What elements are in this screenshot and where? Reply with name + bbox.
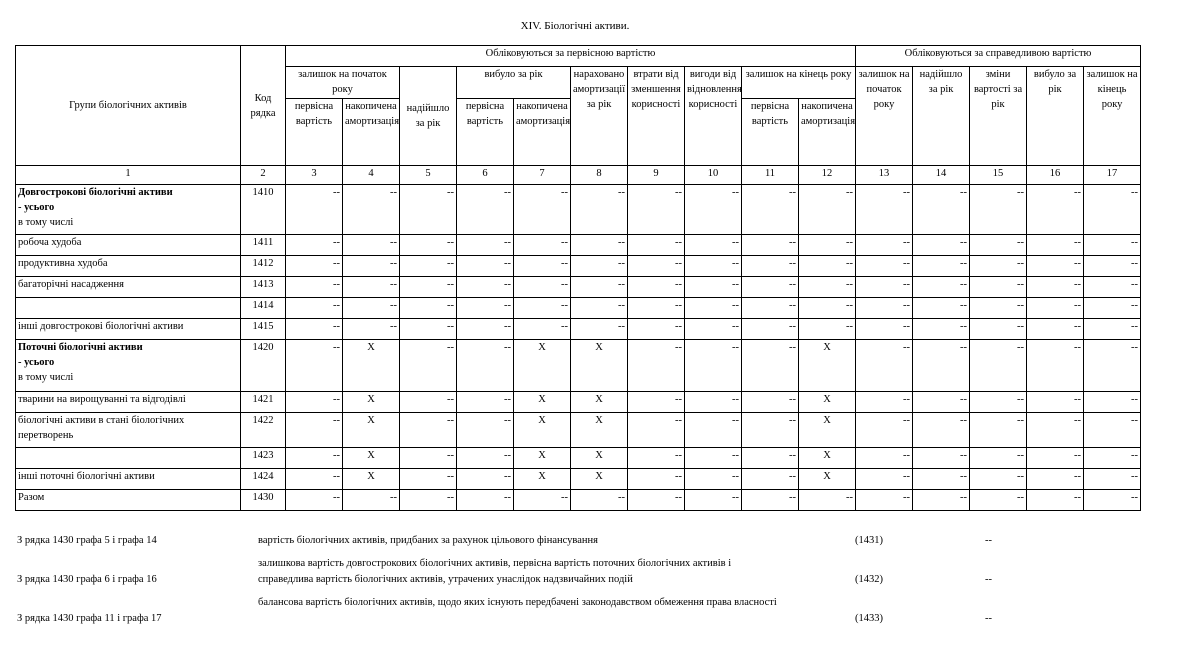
- header-fv-balance-start: залишок на початок року: [856, 67, 913, 166]
- column-number: 8: [571, 166, 628, 185]
- row-name-bold: Поточні біологічні активи: [18, 342, 143, 353]
- table-row: [16, 319, 1141, 340]
- cell-value: --: [685, 319, 742, 340]
- column-number: 4: [343, 166, 400, 185]
- cell-value: --: [343, 298, 400, 319]
- cell-value: --: [913, 413, 970, 448]
- cell-value: --: [742, 413, 799, 448]
- cell-value: --: [856, 235, 913, 256]
- cell-value: --: [343, 256, 400, 277]
- cell-value: --: [1027, 319, 1084, 340]
- cell-value: --: [457, 340, 514, 392]
- header-accum-amortization: накопичена амортизація: [514, 99, 571, 166]
- cell-value: --: [1027, 298, 1084, 319]
- cell-value: --: [1027, 448, 1084, 469]
- row-name: [16, 185, 241, 235]
- table-row: [16, 340, 1141, 392]
- table-row: [16, 490, 1141, 511]
- cell-value: --: [1084, 448, 1141, 469]
- cell-value: --: [799, 298, 856, 319]
- row-code: 1420: [241, 340, 286, 392]
- cell-value: --: [742, 448, 799, 469]
- footnote-value: --: [985, 613, 992, 624]
- column-number: 10: [685, 166, 742, 185]
- cell-value: --: [400, 298, 457, 319]
- cell-value: --: [400, 235, 457, 256]
- cell-value: --: [742, 298, 799, 319]
- row-code: 1423: [241, 448, 286, 469]
- cell-value: --: [970, 413, 1027, 448]
- cell-value: --: [1084, 392, 1141, 413]
- cell-value: --: [286, 256, 343, 277]
- cell-value: --: [628, 392, 685, 413]
- table-row: [16, 277, 1141, 298]
- cell-value: --: [514, 319, 571, 340]
- cell-value: --: [970, 490, 1027, 511]
- header-fv-balance-end: залишок на кінець року: [1084, 67, 1141, 166]
- cell-value: --: [913, 392, 970, 413]
- cell-value: --: [799, 319, 856, 340]
- cell-value: --: [685, 298, 742, 319]
- cell-value: --: [1027, 340, 1084, 392]
- cell-value: --: [685, 448, 742, 469]
- row-name: біологічні активи в стані біологічних перетворень: [16, 413, 241, 448]
- table-row: [16, 392, 1141, 413]
- table-row: [16, 469, 1141, 490]
- cell-value: --: [457, 319, 514, 340]
- cell-value: --: [628, 413, 685, 448]
- header-fv-disposed: вибуло за рік: [1027, 67, 1084, 166]
- cell-value: --: [1027, 413, 1084, 448]
- cell-value: --: [742, 319, 799, 340]
- footnote-ref: З рядка 1430 графа 11 і графа 17: [17, 613, 162, 624]
- cell-value: --: [742, 235, 799, 256]
- cell-value: --: [970, 277, 1027, 298]
- footnote-ref: З рядка 1430 графа 5 і графа 14: [17, 535, 157, 546]
- footnote-text: балансова вартість біологічних активів, щодо яких існують передбачені законодавством обмеження права власності: [258, 597, 777, 608]
- cell-value: X: [799, 469, 856, 490]
- cell-value: --: [1084, 490, 1141, 511]
- cell-value: --: [742, 277, 799, 298]
- cell-value: --: [970, 469, 1027, 490]
- cell-value: --: [913, 469, 970, 490]
- cell-value: --: [514, 185, 571, 235]
- cell-value: X: [799, 448, 856, 469]
- cell-value: --: [514, 235, 571, 256]
- cell-value: --: [856, 392, 913, 413]
- row-code: 1413: [241, 277, 286, 298]
- row-name: Разом: [16, 490, 241, 511]
- cell-value: --: [400, 319, 457, 340]
- row-name: робоча худоба: [16, 235, 241, 256]
- row-name-total: - усього: [18, 202, 55, 213]
- cell-value: --: [1027, 235, 1084, 256]
- cell-value: --: [286, 469, 343, 490]
- footnote-text: вартість біологічних активів, придбаних за рахунок цільового фінансування: [258, 535, 598, 546]
- column-number: 9: [628, 166, 685, 185]
- column-number: 15: [970, 166, 1027, 185]
- cell-value: X: [514, 469, 571, 490]
- cell-value: --: [1027, 185, 1084, 235]
- header-balance-end: залишок на кінець року: [742, 67, 856, 99]
- cell-value: --: [856, 319, 913, 340]
- cell-value: X: [571, 392, 628, 413]
- cell-value: --: [457, 490, 514, 511]
- column-number: 14: [913, 166, 970, 185]
- cell-value: --: [685, 256, 742, 277]
- cell-value: --: [286, 319, 343, 340]
- cell-value: --: [913, 319, 970, 340]
- column-number: 16: [1027, 166, 1084, 185]
- header-impairment-recovery: вигоди від відновлення корисності: [685, 67, 742, 166]
- cell-value: --: [856, 490, 913, 511]
- header-balance-start: залишок на початок року: [286, 67, 400, 99]
- footnote-code: (1433): [855, 613, 883, 624]
- cell-value: --: [685, 413, 742, 448]
- header-accum-amortization: накопичена амортизація: [799, 99, 856, 166]
- cell-value: --: [913, 448, 970, 469]
- cell-value: X: [514, 448, 571, 469]
- cell-value: --: [628, 319, 685, 340]
- column-number: 13: [856, 166, 913, 185]
- cell-value: --: [343, 490, 400, 511]
- cell-value: --: [685, 235, 742, 256]
- row-name: [16, 340, 241, 392]
- row-name-bold: Довгострокові біологічні активи: [18, 187, 173, 198]
- cell-value: --: [457, 235, 514, 256]
- cell-value: --: [799, 490, 856, 511]
- cell-value: --: [856, 256, 913, 277]
- table-row: [16, 448, 1141, 469]
- cell-value: --: [286, 298, 343, 319]
- table-row: [16, 256, 1141, 277]
- column-number: 7: [514, 166, 571, 185]
- row-code: 1410: [241, 185, 286, 235]
- cell-value: --: [742, 256, 799, 277]
- cell-value: --: [685, 185, 742, 235]
- cell-value: --: [685, 340, 742, 392]
- row-code: 1415: [241, 319, 286, 340]
- table-row: [16, 185, 1141, 235]
- footnote-value: --: [985, 574, 992, 585]
- column-number: 3: [286, 166, 343, 185]
- table-row: [16, 413, 1141, 448]
- column-number: 1: [16, 166, 241, 185]
- header-fair-value: Обліковуються за справедливою вартістю: [856, 46, 1141, 67]
- header-initial-cost: Обліковуються за первісною вартістю: [286, 46, 856, 67]
- cell-value: X: [571, 413, 628, 448]
- cell-value: X: [343, 392, 400, 413]
- cell-value: --: [856, 413, 913, 448]
- cell-value: --: [913, 490, 970, 511]
- cell-value: --: [571, 319, 628, 340]
- header-groups: Групи біологічних активів: [16, 46, 241, 166]
- row-name: інші довгострокові біологічні активи: [16, 319, 241, 340]
- cell-value: --: [856, 298, 913, 319]
- cell-value: --: [628, 256, 685, 277]
- cell-value: --: [571, 277, 628, 298]
- cell-value: --: [1084, 277, 1141, 298]
- cell-value: X: [343, 413, 400, 448]
- cell-value: --: [1084, 185, 1141, 235]
- header-code: Код рядка: [241, 46, 286, 166]
- cell-value: --: [514, 490, 571, 511]
- cell-value: --: [628, 490, 685, 511]
- cell-value: --: [970, 319, 1027, 340]
- cell-value: --: [286, 448, 343, 469]
- cell-value: --: [457, 413, 514, 448]
- cell-value: --: [343, 185, 400, 235]
- cell-value: --: [457, 256, 514, 277]
- cell-value: --: [628, 448, 685, 469]
- cell-value: --: [1027, 277, 1084, 298]
- cell-value: --: [286, 340, 343, 392]
- cell-value: --: [799, 185, 856, 235]
- header-disposed: вибуло за рік: [457, 67, 571, 99]
- cell-value: --: [571, 185, 628, 235]
- cell-value: --: [400, 340, 457, 392]
- cell-value: X: [343, 340, 400, 392]
- header-accum-amortization: накопичена амортизація: [343, 99, 400, 166]
- column-numbers-row: [16, 166, 1141, 185]
- row-name-note: в тому числі: [18, 217, 74, 228]
- cell-value: --: [1027, 469, 1084, 490]
- cell-value: --: [1027, 256, 1084, 277]
- cell-value: X: [343, 448, 400, 469]
- row-name: [16, 298, 241, 319]
- table-row: [16, 298, 1141, 319]
- column-number: 12: [799, 166, 856, 185]
- header-fv-changes: зміни вартості за рік: [970, 67, 1027, 166]
- cell-value: --: [628, 298, 685, 319]
- cell-value: X: [571, 469, 628, 490]
- cell-value: --: [1084, 256, 1141, 277]
- cell-value: --: [685, 490, 742, 511]
- cell-value: --: [742, 392, 799, 413]
- cell-value: --: [913, 256, 970, 277]
- cell-value: --: [628, 340, 685, 392]
- cell-value: --: [1027, 392, 1084, 413]
- footnote-code: (1431): [855, 535, 883, 546]
- row-code: 1414: [241, 298, 286, 319]
- header-amortization-charged: нараховано амортизації за рік: [571, 67, 628, 166]
- header-initial-value: первісна вартість: [286, 99, 343, 166]
- cell-value: --: [913, 185, 970, 235]
- cell-value: --: [514, 298, 571, 319]
- cell-value: --: [514, 256, 571, 277]
- cell-value: --: [628, 235, 685, 256]
- row-name: [16, 448, 241, 469]
- cell-value: --: [400, 490, 457, 511]
- row-name: тварини на вирощуванні та відгодівлі: [16, 392, 241, 413]
- cell-value: --: [1084, 340, 1141, 392]
- cell-value: --: [856, 340, 913, 392]
- cell-value: --: [628, 185, 685, 235]
- cell-value: --: [286, 392, 343, 413]
- cell-value: --: [742, 469, 799, 490]
- column-number: 17: [1084, 166, 1141, 185]
- cell-value: --: [856, 448, 913, 469]
- cell-value: --: [571, 235, 628, 256]
- cell-value: --: [970, 185, 1027, 235]
- cell-value: --: [913, 340, 970, 392]
- footnote-value: --: [985, 535, 992, 546]
- column-number: 11: [742, 166, 799, 185]
- row-code: 1421: [241, 392, 286, 413]
- header-initial-value: первісна вартість: [742, 99, 799, 166]
- cell-value: --: [799, 277, 856, 298]
- row-code: 1430: [241, 490, 286, 511]
- row-code: 1424: [241, 469, 286, 490]
- cell-value: X: [571, 448, 628, 469]
- cell-value: --: [913, 298, 970, 319]
- cell-value: --: [343, 277, 400, 298]
- cell-value: --: [742, 490, 799, 511]
- cell-value: --: [685, 277, 742, 298]
- cell-value: --: [343, 235, 400, 256]
- cell-value: X: [514, 340, 571, 392]
- cell-value: --: [799, 256, 856, 277]
- row-code: 1412: [241, 256, 286, 277]
- cell-value: --: [571, 490, 628, 511]
- row-name: багаторічні насадження: [16, 277, 241, 298]
- cell-value: --: [400, 413, 457, 448]
- biological-assets-table: [15, 45, 1141, 511]
- cell-value: --: [400, 448, 457, 469]
- cell-value: --: [1084, 319, 1141, 340]
- cell-value: --: [1084, 469, 1141, 490]
- cell-value: --: [742, 340, 799, 392]
- cell-value: --: [286, 413, 343, 448]
- cell-value: --: [457, 469, 514, 490]
- cell-value: --: [1084, 235, 1141, 256]
- row-name: продуктивна худоба: [16, 256, 241, 277]
- cell-value: --: [628, 469, 685, 490]
- cell-value: --: [1084, 413, 1141, 448]
- cell-value: --: [514, 277, 571, 298]
- cell-value: --: [799, 235, 856, 256]
- cell-value: --: [685, 469, 742, 490]
- cell-value: --: [400, 392, 457, 413]
- column-number: 2: [241, 166, 286, 185]
- cell-value: X: [571, 340, 628, 392]
- cell-value: --: [457, 185, 514, 235]
- cell-value: --: [970, 256, 1027, 277]
- cell-value: --: [970, 392, 1027, 413]
- cell-value: --: [856, 469, 913, 490]
- cell-value: --: [457, 277, 514, 298]
- cell-value: --: [571, 298, 628, 319]
- cell-value: X: [514, 392, 571, 413]
- header-initial-value: первісна вартість: [457, 99, 514, 166]
- cell-value: X: [799, 413, 856, 448]
- cell-value: --: [400, 256, 457, 277]
- column-number: 5: [400, 166, 457, 185]
- cell-value: --: [856, 277, 913, 298]
- row-name: інші поточні біологічні активи: [16, 469, 241, 490]
- footnote-ref: З рядка 1430 графа 6 і графа 16: [17, 574, 157, 585]
- cell-value: --: [913, 277, 970, 298]
- row-code: 1411: [241, 235, 286, 256]
- footnote-code: (1432): [855, 574, 883, 585]
- cell-value: --: [913, 235, 970, 256]
- cell-value: --: [628, 277, 685, 298]
- page-title: XIV. Біологічні активи.: [520, 20, 630, 32]
- cell-value: --: [970, 340, 1027, 392]
- table-row: [16, 235, 1141, 256]
- header-fv-received: надійшло за рік: [913, 67, 970, 166]
- cell-value: --: [742, 185, 799, 235]
- cell-value: --: [286, 185, 343, 235]
- cell-value: X: [799, 392, 856, 413]
- cell-value: --: [286, 490, 343, 511]
- cell-value: X: [514, 413, 571, 448]
- cell-value: --: [571, 256, 628, 277]
- footnote-text: залишкова вартість довгострокових біологічних активів, первісна вартість поточних біологічних активів і справедлива вартість біологічних активів, утрачених унаслідок надзвичайних подій: [258, 558, 732, 585]
- row-name-note: в тому числі: [18, 372, 74, 383]
- cell-value: --: [457, 448, 514, 469]
- row-name-total: - усього: [18, 357, 55, 368]
- cell-value: --: [970, 298, 1027, 319]
- cell-value: --: [457, 298, 514, 319]
- cell-value: --: [400, 185, 457, 235]
- row-code: 1422: [241, 413, 286, 448]
- cell-value: --: [286, 235, 343, 256]
- column-number: 6: [457, 166, 514, 185]
- header-impairment-losses: втрати від зменшення корисності: [628, 67, 685, 166]
- cell-value: --: [970, 235, 1027, 256]
- cell-value: X: [799, 340, 856, 392]
- header-received: надійшло за рік: [400, 67, 457, 166]
- cell-value: --: [970, 448, 1027, 469]
- cell-value: --: [1084, 298, 1141, 319]
- cell-value: --: [400, 469, 457, 490]
- cell-value: --: [343, 319, 400, 340]
- cell-value: --: [400, 277, 457, 298]
- cell-value: --: [685, 392, 742, 413]
- cell-value: --: [856, 185, 913, 235]
- cell-value: --: [286, 277, 343, 298]
- cell-value: --: [457, 392, 514, 413]
- cell-value: --: [1027, 490, 1084, 511]
- cell-value: X: [343, 469, 400, 490]
